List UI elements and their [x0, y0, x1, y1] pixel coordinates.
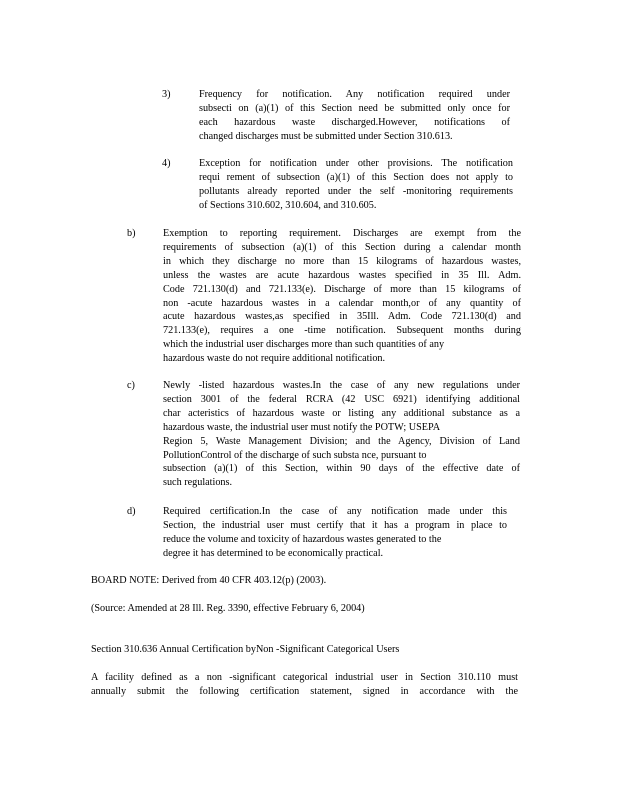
text-line: of Sections 310.602, 310.604, and 310.605. — [199, 199, 377, 211]
item-label-3: 3) — [162, 89, 171, 100]
text-line: which the industrial user discharges more than such quantities of any — [163, 339, 445, 351]
text-line: PollutionControl of the discharge of such substa nce, pursuant to — [163, 449, 427, 461]
item-b-text — [163, 227, 521, 366]
text-line: acute hazardous wastes,as specified in 35Ill. Adm. Code 721.130(d) and — [163, 311, 521, 323]
text-line: in which they discharge no more than 15 kilograms of hazardous wastes, — [163, 255, 521, 267]
text-line: each hazardous waste discharged.However, notifications of — [199, 116, 510, 128]
source-note — [91, 602, 365, 616]
text-line: A facility defined as a non -significant categorical industrial user in Section 310.110 must — [91, 672, 518, 683]
text-line: requi rement of subsection (a)(1) of this Section does not apply to — [199, 171, 513, 183]
text-line: subsection (a)(1) of this Section, within 90 days of the effective date of — [163, 463, 520, 475]
source-note-text: (Source: Amended at 28 Ill. Reg. 3390, effective February 6, 2004) — [91, 603, 365, 614]
item-d-text — [163, 505, 507, 561]
item-label-c: c) — [127, 380, 135, 391]
item-label-d: d) — [127, 506, 136, 517]
text-line: non -acute hazardous wastes in a calendar month,or of any quantity of — [163, 297, 521, 309]
text-line: section 3001 of the federal RCRA (42 USC 6921) identifying additional — [163, 393, 520, 405]
text-line: unless the wastes are acute hazardous wastes specified in 35 Ill. Adm. — [163, 269, 521, 281]
item-label-b: b) — [127, 228, 136, 239]
text-line: hazardous waste, the industrial user must notify the POTW; USEPA — [163, 421, 441, 433]
section-paragraph — [91, 671, 518, 699]
text-line: Required certification.In the case of any notification made under this — [163, 506, 507, 517]
board-note-text: BOARD NOTE: Derived from 40 CFR 403.12(p) (2003). — [91, 575, 327, 586]
text-line: Newly -listed hazardous wastes.In the case of any new regulations under — [163, 380, 520, 391]
item-4-text — [199, 157, 513, 213]
text-line: Exception for notification under other provisions. The notification — [199, 158, 513, 169]
section-heading — [91, 643, 399, 657]
board-note — [91, 574, 326, 588]
text-line: pollutants already reported under the self -monitoring requirements — [199, 185, 513, 197]
section-heading-text: Section 310.636 Annual Certification byNon -Significant Categorical Users — [91, 644, 400, 655]
text-line: Section, the industrial user must certify that it has a program in place to — [163, 519, 507, 531]
item-3-text — [199, 88, 510, 144]
text-line: reduce the volume and toxicity of hazardous wastes generated to the — [163, 533, 442, 545]
text-line: Frequency for notification. Any notification required under — [199, 89, 510, 100]
item-c-text — [163, 379, 520, 490]
text-line: subsecti on (a)(1) of this Section need be submitted only once for — [199, 102, 510, 114]
text-line: annually submit the following certification statement, signed in accordance with the — [91, 685, 518, 697]
text-line: Exemption to reporting requirement. Discharges are exempt from the — [163, 228, 521, 239]
text-line: such regulations. — [163, 477, 233, 489]
text-line: char acteristics of hazardous waste or listing any additional substance as a — [163, 407, 520, 419]
text-line: changed discharges must be submitted under Section 310.613. — [199, 130, 453, 142]
text-line: requirements of subsection (a)(1) of this Section during a calendar month — [163, 241, 521, 253]
item-label-4: 4) — [162, 158, 171, 169]
text-line: Region 5, Waste Management Division; and the Agency, Division of Land — [163, 435, 520, 447]
text-line: hazardous waste do not require additional notification. — [163, 353, 386, 365]
text-line: 721.133(e), requires a one -time notification. Subsequent months during — [163, 325, 521, 337]
text-line: degree it has determined to be economically practical. — [163, 547, 384, 559]
text-line: Code 721.130(d) and 721.133(e). Discharge of more than 15 kilograms of — [163, 283, 521, 295]
